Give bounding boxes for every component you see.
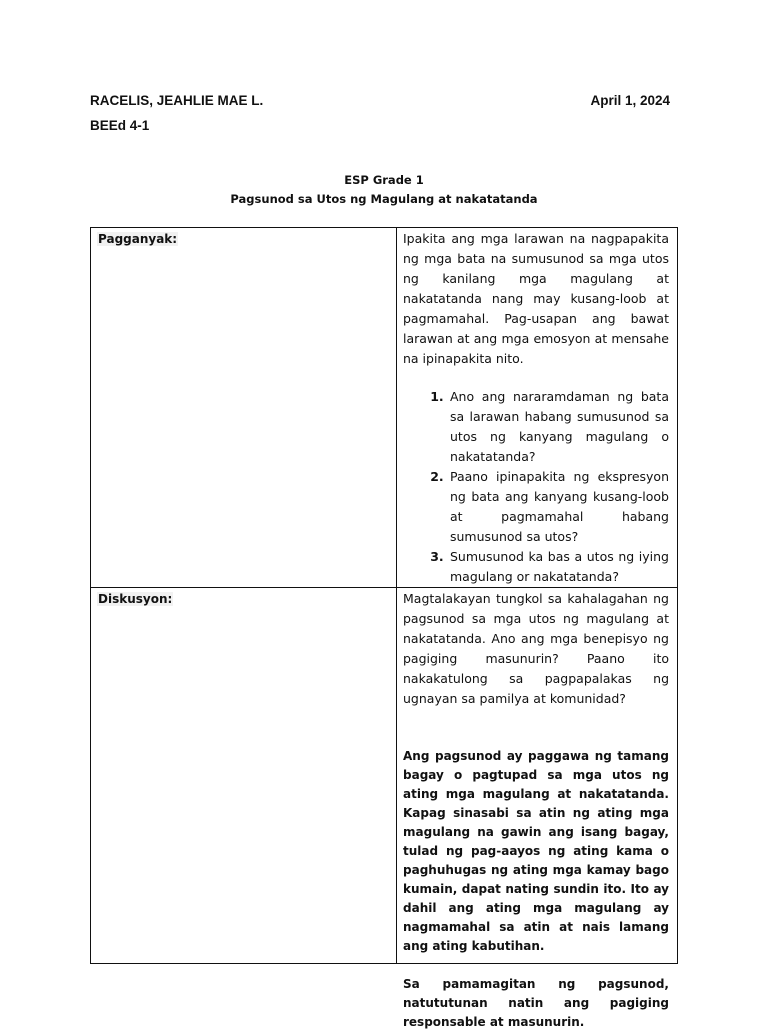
student-name: RACELIS, JEAHLIE MAE L.	[90, 93, 264, 108]
subject-title: ESP Grade 1	[344, 173, 424, 187]
diskusyon-paragraph: Magtalakayan tungkol sa kahalagahan ng pagsunod sa mga utos ng magulang at nakatatanda. Ano ang mga benepisyo ng pagiging masunurin? Paano ito nakakatulong sa pagpapalakas ng ugnayan sa pamilya at komunidad?	[403, 591, 669, 706]
list-item: 2. Paano ipinapakita ng ekspresyon ng bata ang kanyang kusang-loob at pagmamahal habang sumusunod sa utos?	[448, 467, 669, 547]
table-row	[91, 228, 678, 588]
table-row	[91, 588, 678, 964]
list-item: 3. Sumusunod ka bas a utos ng iying magulang or nakatatanda?	[448, 547, 669, 587]
document-date: April 1, 2024	[590, 93, 670, 108]
content-cell	[397, 588, 678, 1029]
question-list	[403, 387, 669, 587]
label-cell	[91, 228, 397, 588]
student-section: BEEd 4-1	[90, 118, 150, 133]
pagganyak-paragraph: Ipakita ang mga larawan na nagpapakita ng mga bata na sumusunod sa mga utos ng kanilang mga magulang at nakatatanda nang may kusang-loob at pagmamahal. Pag-usapan ang bawat larawan at ang mga emosyon at mensahe na ipinapakita nito.	[403, 231, 669, 366]
definition-paragraph: Ang pagsunod ay paggawa ng tamang bagay o pagtupad sa mga utos ng ating mga magulang at nakatatanda. Kapag sinasabi sa atin ng ating mga magulang na gawin ang isang bagay, tulad ng pag-aayos ng ating kama o paghuhugas ng ating mga kamay bago kumain, dapat nating sundin ito. Ito ay dahil ang ating mga magulang ay nagmamahal sa atin at nais lamang ang ating kabutihan.	[403, 749, 669, 953]
label-cell	[91, 588, 397, 964]
list-item: 1. Ano ang nararamdaman ng bata sa larawan habang sumusunod sa utos ng kanyang magulang o nakatatanda?	[448, 387, 669, 467]
lesson-title: Pagsunod sa Utos ng Magulang at nakatatanda	[230, 192, 538, 206]
lesson-plan-table	[90, 227, 678, 1029]
row-label-diskusyon: Diskusyon:	[98, 592, 173, 606]
header-row	[90, 93, 670, 108]
summary-paragraph: Sa pamamagitan ng pagsunod, natututunan natin ang pagiging responsable at masunurin.	[403, 977, 669, 1029]
row-label-pagganyak: Pagganyak:	[98, 232, 178, 246]
content-cell	[397, 228, 678, 588]
